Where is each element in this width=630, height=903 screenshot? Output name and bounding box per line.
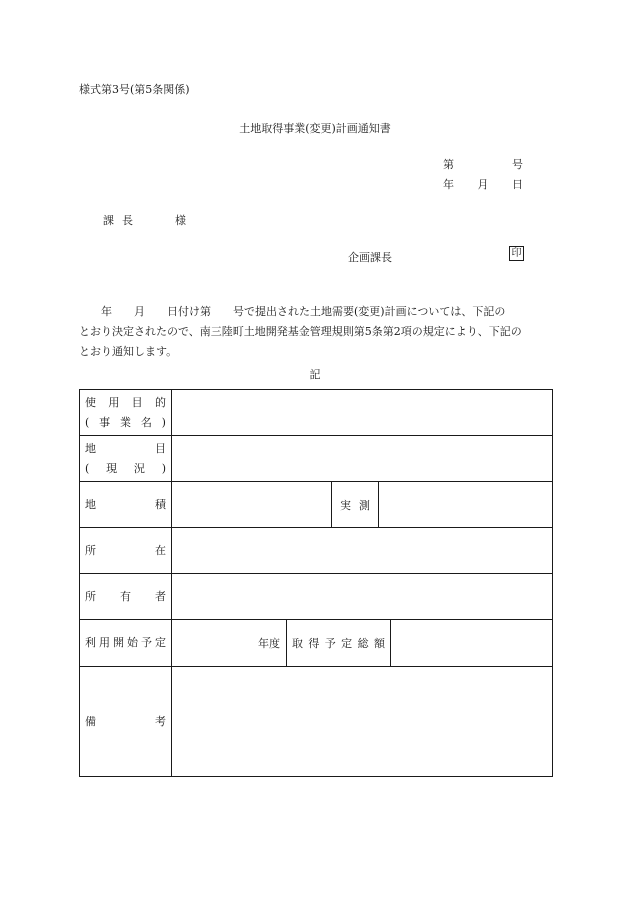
row-owner xyxy=(80,574,553,620)
value-area[interactable] xyxy=(172,482,332,528)
label-owner: 所 有 者 xyxy=(80,574,172,620)
fiscal-year-label: 年度 xyxy=(258,637,280,650)
value-purpose[interactable] xyxy=(172,390,553,436)
value-chimoku[interactable] xyxy=(172,436,553,482)
label-purpose-line1: 使 用 目 的 xyxy=(85,395,166,409)
value-remarks[interactable] xyxy=(172,667,553,777)
ref-year: 年 xyxy=(443,178,454,191)
label-remarks: 備 考 xyxy=(80,667,172,777)
reference-date xyxy=(443,176,523,192)
row-chimoku xyxy=(80,436,553,482)
ref-month: 月 xyxy=(477,178,489,191)
row-purpose xyxy=(80,390,553,436)
label-chimoku xyxy=(80,436,172,482)
value-fiscal-year[interactable] xyxy=(172,620,287,666)
reference-number xyxy=(443,156,523,172)
form-table xyxy=(79,389,553,777)
addressee-sama: 様 xyxy=(175,214,186,227)
ref-no-prefix: 第 xyxy=(443,158,454,171)
value-survey[interactable] xyxy=(379,482,553,528)
addressee-cho: 長 xyxy=(122,214,133,227)
ki-heading: 記 xyxy=(309,368,321,381)
form-number: 様式第3号(第5条関係) xyxy=(79,83,190,96)
start-and-acquisition xyxy=(172,620,553,667)
body-line-2: とおり決定されたので、南三陸町土地開発基金管理規則第5条第2項の規定により、下記の xyxy=(79,325,522,338)
label-survey: 実 測 xyxy=(332,482,379,528)
body-line-3: とおり通知します。 xyxy=(79,345,178,358)
value-acquisition-total[interactable] xyxy=(391,620,552,666)
ref-no-suffix: 号 xyxy=(512,158,523,171)
sender-title: 企画課長 xyxy=(348,251,392,264)
body-line-1: 年 月 日付け第 号で提出された土地需要(変更)計画については、下記の xyxy=(79,305,506,318)
row-remarks xyxy=(80,667,553,777)
row-start xyxy=(80,620,553,667)
addressee xyxy=(103,212,186,228)
row-location xyxy=(80,528,553,574)
label-genkyo-line2: ( 現 況 ) xyxy=(85,461,166,475)
label-area: 地 積 xyxy=(80,482,172,528)
value-owner[interactable] xyxy=(172,574,553,620)
label-start-date: 利 用 開 始 予 定 xyxy=(80,620,172,667)
seal-mark: 印 xyxy=(509,246,524,261)
label-project-line2: ( 事 業 名 ) xyxy=(85,415,166,429)
body-text xyxy=(79,302,552,362)
label-acquisition-total: 取 得 予 定 総 額 xyxy=(287,620,391,666)
document-title: 土地取得事業(変更)計画通知書 xyxy=(239,122,391,135)
label-location: 所 在 xyxy=(80,528,172,574)
row-area xyxy=(80,482,553,528)
value-location[interactable] xyxy=(172,528,553,574)
label-chimoku-line1: 地 目 xyxy=(85,441,166,455)
ref-day: 日 xyxy=(512,178,523,191)
addressee-ka: 課 xyxy=(103,214,114,227)
label-purpose xyxy=(80,390,172,436)
